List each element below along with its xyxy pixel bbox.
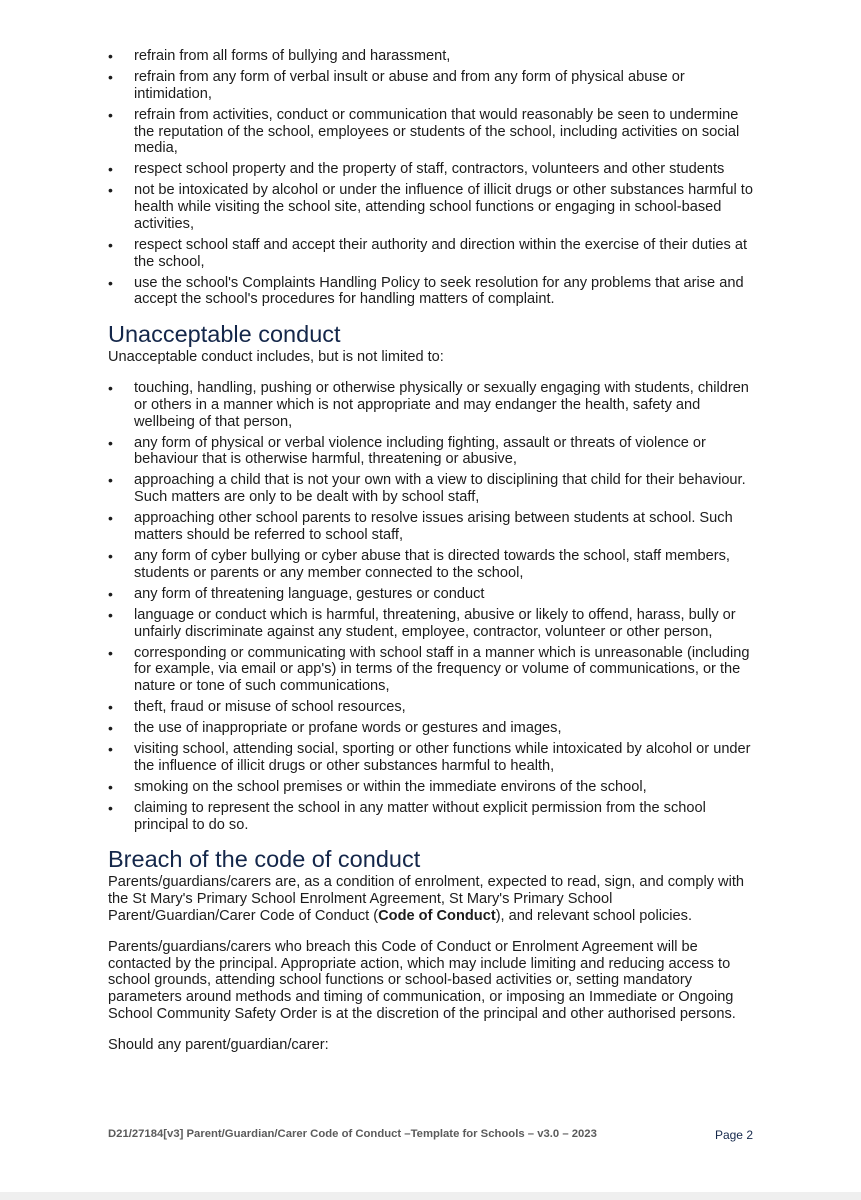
page-number: Page 2 [714, 1128, 753, 1142]
bullet-icon: • [108, 644, 113, 661]
bullet-icon: • [108, 106, 113, 123]
list-item: • respect school staff and accept their authority and direction within the exercise of their duties at the school, [108, 236, 748, 270]
list-item: • refrain from activities, conduct or communication that would reasonably be seen to undermine the reputation of the school, employees or students of the school, including activities on social media, [108, 106, 740, 157]
list-item: • any form of threatening language, gestures or conduct [108, 585, 485, 602]
list-item: • refrain from all forms of bullying and harassment, [108, 48, 451, 64]
list-item: • approaching other school parents to resolve issues arising between students at school. Such matters should be referred to school staff, [108, 510, 733, 544]
list-item: • smoking on the school premises or within the immediate environs of the school, [108, 778, 647, 795]
list-item: • the use of inappropriate or profane words or gestures and images, [108, 720, 562, 737]
bullet-icon: • [108, 182, 113, 199]
bullet-icon: • [108, 380, 113, 397]
breach-paragraph-2: Parents/guardians/carers who breach this Code of Conduct or Enrolment Agreement will be contacted by the principal. Appropriate action, which may include limiting and reducing access to school grounds, attending school functions or school-based activities or, setting mandatory parameters around methods and timing of communication, or imposing an Immediate or Ongoing School Community Safety Order is at the discretion of the principal and other authorised persons. [108, 938, 736, 1023]
breach-paragraph-3: Should any parent/guardian/carer: [108, 1036, 329, 1053]
list-item: • claiming to represent the school in any matter without explicit permission from the school principal to do so. [108, 799, 706, 833]
bullet-icon: • [108, 161, 113, 178]
bullet-icon: • [108, 778, 113, 795]
section-heading-breach: Breach of the code of conduct [108, 846, 421, 873]
list-item: • not be intoxicated by alcohol or under the influence of illicit drugs or other substances harmful to health while visiting the school site, attending school functions or engaging in school-based activities, [108, 182, 753, 232]
bullet-icon: • [108, 510, 113, 527]
bullet-icon: • [108, 472, 113, 489]
list-item: • approaching a child that is not your own with a view to disciplining that child for their behaviour. Such matters are only to be dealt with by school staff, [108, 472, 746, 506]
list-item: • any form of physical or verbal violence including fighting, assault or threats of violence or behaviour that is otherwise harmful, threatening or abusive, [108, 434, 706, 468]
bullet-icon: • [108, 48, 113, 64]
list-item: • language or conduct which is harmful, threatening, abusive or likely to offend, harass, bully or unfairly discriminate against any student, employee, contractor, volunteer or other person, [108, 606, 736, 640]
bullet-icon: • [108, 720, 113, 737]
list-item: • respect school property and the property of staff, contractors, volunteers and other students [108, 161, 725, 178]
bullet-icon: • [108, 799, 113, 816]
list-item: • use the school's Complaints Handling Policy to seek resolution for any problems that arise and accept the school's procedures for handling matters of complaint. [108, 274, 744, 308]
document-reference: D21/27184[v3] Parent/Guardian/Carer Code of Conduct –Template for Schools – v3.0 – 2023 [108, 1128, 597, 1140]
bullet-icon: • [108, 741, 113, 758]
code-of-conduct-bold: Code of Conduct [378, 908, 496, 925]
breach-paragraph-1: Parents/guardians/carers are, as a condition of enrolment, expected to read, sign, and comply with the St Mary's Primary School Enrolment Agreement, St Mary's Primary School Parent/Guardian/Carer Code of Conduct (Code of Conduct), and relevant school policies. [108, 874, 744, 925]
unacceptable-intro: Unacceptable conduct includes, but is not limited to: [108, 349, 444, 366]
page-content [108, 48, 753, 1054]
page-gap [0, 1192, 861, 1200]
bullet-icon: • [108, 68, 113, 85]
list-item: • any form of cyber bullying or cyber abuse that is directed towards the school, staff members, students or parents or any member connected to the school, [108, 548, 730, 581]
list-item: • touching, handling, pushing or otherwise physically or sexually engaging with students, children or others in a manner which is not appropriate and may endanger the health, safety and wellbeing of that person, [108, 380, 749, 430]
expectations-list [108, 48, 753, 308]
bullet-icon: • [108, 548, 113, 564]
bullet-icon: • [108, 606, 113, 623]
page-footer [108, 1128, 753, 1142]
list-item: • corresponding or communicating with school staff in a manner which is unreasonable (including for example, via email or app's) in terms of the frequency or volume of communications, or the nature or tone of such communications, [108, 644, 750, 695]
bullet-icon: • [108, 434, 113, 451]
unacceptable-list [108, 380, 753, 833]
list-item: • refrain from any form of verbal insult or abuse and from any form of physical abuse or intimidation, [108, 68, 685, 102]
bullet-icon: • [108, 585, 113, 602]
section-heading-unacceptable: Unacceptable conduct [108, 321, 341, 348]
bullet-icon: • [108, 236, 113, 253]
bullet-icon: • [108, 699, 113, 716]
list-item: • theft, fraud or misuse of school resources, [108, 699, 406, 716]
list-item: • visiting school, attending social, sporting or other functions while intoxicated by alcohol or under the influence of illicit drugs or other substances harmful to health, [108, 741, 751, 774]
bullet-icon: • [108, 274, 113, 291]
